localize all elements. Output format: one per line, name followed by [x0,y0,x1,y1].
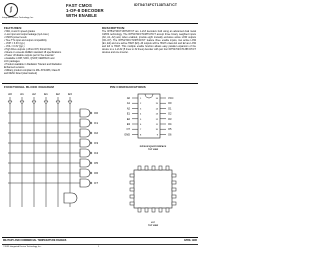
inverter-bubble [90,132,92,134]
footer-copyright: ©1995 Integrated Device Technology, Inc. [3,246,42,248]
lcc-pin [130,174,134,177]
enable-gate [64,193,77,203]
dip-pin-number: 8 [140,134,142,137]
dip-pin-number: 7 [140,129,142,132]
dip-pin-label: O5 [168,128,172,132]
inverter-bubble [90,182,92,184]
feature-item: • High Drive outputs (-15mA IOH, 64mA IOL) [4,48,52,51]
dip-pin-label: O7 [126,128,130,132]
lcc-body [134,170,172,208]
company-name: Integrated Device Technology, Inc. [2,17,34,19]
lcc-pin [172,174,176,177]
dip-pin-label: O4 [168,123,172,126]
output-label: O0 [94,111,99,116]
footer-rule [2,237,198,238]
description-heading: DESCRIPTION: [102,26,126,30]
part-number: IDT54/74FCT138T/AT/CT [134,3,178,7]
input-buffer [32,101,36,104]
dip-pin-number: 11 [155,124,158,126]
output-label: O1 [94,121,99,126]
dip-pin-label: GND [124,133,130,137]
lcc-pin [145,208,148,212]
feature-item: • CMOS power levels [4,36,27,39]
output-label: O4 [94,151,99,156]
output-gate [80,159,90,167]
dip-pin-number: 6 [140,124,142,126]
input-label: A2 [32,92,36,96]
lcc-pin [138,166,141,170]
features-heading: FEATURES: [4,26,23,30]
description-text: The IDT54/74FCT138T/AT/CT are 1-of-8 decoders built using an advanced dual metal CMOS technology. The IDT54/74FCT138T/AT/CT accept three binary weighted inputs (A0, A1, A2) and, when enabled, provide eight mutually exclusive active LOW outputs (O0–O7). The IDT54/74FCT138T/AT/CT feature three enable inputs, two active LOW (E1, E2) and one active HIGH (E3). All outputs will be HIGH unless E1 and E2 are LOW and E3 is HIGH. This multiple enable function allows easy parallel expansion of the device to a 1-of-32 (5 lines to 32 lines) decoder with just four IDT54/74FCT138T/AT/CT devices and one inverter. [102,30,196,54]
functional-block-diagram [4,91,104,226]
dip-pin-label: A2 [126,107,130,111]
inverter-bubble [90,152,92,154]
section-rule [2,83,198,84]
inverter-bubble [90,112,92,114]
lcc-pin [159,208,162,212]
input-label: E1 [44,92,48,96]
dip-pin-number: 1 [140,98,142,100]
header [2,2,198,28]
dip-pin-label: O2 [168,112,172,116]
dip-body [138,94,160,138]
footer-subrule [2,244,198,245]
output-label: O5 [94,161,99,166]
dip-pin-number: 2 [140,103,142,106]
feature-item: Enhanced versions [4,66,25,69]
dip-pin-label: O6 [168,133,172,137]
lcc-pin [152,208,155,212]
feature-item: • Military product compliant to MIL-STD-883, Class B [4,69,60,72]
company-logo-icon: ∫ [4,3,18,17]
title-line-1: FAST CMOS [66,3,92,8]
input-buffer [8,101,12,104]
lcc-pin [166,166,169,170]
dip-pin-label: A0 [126,97,130,100]
input-buffer [56,101,60,104]
dip-pin-number: 3 [140,108,142,111]
dip-pin-number: 4 [140,113,142,116]
feature-item: and DESC listed (dual marked) [4,72,37,75]
dip-pin-label: O1 [168,107,172,111]
title-line-2: 1-OF-8 DECODER [66,8,104,13]
lcc-pin [166,208,169,212]
output-gate [80,139,90,147]
inverter-bubble [90,142,92,144]
block-diagram-heading: FUNCTIONAL BLOCK DIAGRAM [4,85,54,89]
dip-pin-label: O3 [168,117,172,121]
header-rule [2,23,198,24]
lcc-pin [145,166,148,170]
dip-pin-label: E3 [126,123,130,126]
lcc-pin [172,202,176,205]
feature-item: • True TTL input and output compatibility [4,39,47,42]
dip-pin-diagram [108,92,196,150]
input-buffer [20,101,24,104]
page-number: 1 [98,246,100,248]
feature-item: • 50Ω, A and C speed grades [4,30,35,33]
feature-item: • Available in DIP, SOIC, QSOP, CERPACK and [4,57,55,60]
dip-pin-label: E2 [126,117,130,121]
feature-item: • Meets or exceeds JEDEC standard 18 specifications [4,51,62,54]
description-section [102,26,196,54]
output-label: O7 [94,181,99,186]
dip-pin-number: 16 [155,98,158,100]
lcc-pin [172,181,176,184]
output-gate [80,129,90,137]
input-label: A1 [20,92,24,96]
lcc-caption: LCC TOP VIEW [147,222,159,227]
lcc-pin [172,195,176,198]
input-buffer [68,101,72,104]
output-label: O2 [94,131,99,136]
dip-pin-label: O0 [168,102,172,106]
lcc-pin [172,188,176,191]
input-labels [8,92,72,96]
input-label: E2 [56,92,60,96]
dip-pin-label: E1 [126,112,130,116]
input-label: A0 [8,92,12,96]
lcc-pin [130,188,134,191]
pin-config-heading: PIN CONFIGURATIONS [110,85,146,89]
output-label: O6 [94,171,99,176]
output-gate [80,109,90,117]
dip-pin-label: A1 [126,102,130,106]
dip-pin-number: 9 [156,134,158,137]
feature-item: – VOH = 3.3V (typ.) [4,42,25,45]
inverter-bubble [90,172,92,174]
output-gate [80,119,90,127]
lcc-pin [130,181,134,184]
dip-pin-number: 15 [155,103,158,106]
lcc-pin [130,202,134,205]
footer-temperature-range: MILITARY AND COMMERCIAL TEMPERATURE RANGES [3,239,67,242]
output-gate [80,179,90,187]
footer-date: APRIL 1995 [183,239,197,242]
dip-pin-number: 14 [155,108,158,111]
title-line-3: WITH ENABLE [66,13,97,18]
features-section [4,26,96,75]
feature-item: • Power off disable outputs permit 'live insertion' [4,54,55,57]
lcc-pin [138,208,141,212]
lcc-pin [152,166,155,170]
dip-pin-number: 10 [155,129,158,132]
feature-item: • Low input and output leakage (1μA max.) [4,33,50,36]
feature-item: LCC packages [4,60,20,63]
lcc-pin [130,195,134,198]
output-gate [80,169,90,177]
output-gate [80,149,90,157]
output-label: O3 [94,141,99,146]
inverter-bubble [90,162,92,164]
input-buffer [44,101,48,104]
dip-caption: DIP/SOIC/QSOP/CERPACK TOP VIEW [139,146,167,151]
features-list [4,30,96,75]
dip-pin-number: 13 [155,113,158,116]
feature-item: • Product available in Radiation Tolerant and Radiation [4,63,62,66]
feature-item: – VOL = 0.3V (typ.) [4,45,25,48]
input-label: E3 [68,92,72,96]
lcc-pin-diagram [120,156,186,222]
inverter-bubble [90,122,92,124]
dip-pin-number: 12 [155,118,158,121]
dip-pin-number: 5 [140,118,142,121]
dip-pin-label: VCC [168,97,174,100]
lcc-pin [159,166,162,170]
